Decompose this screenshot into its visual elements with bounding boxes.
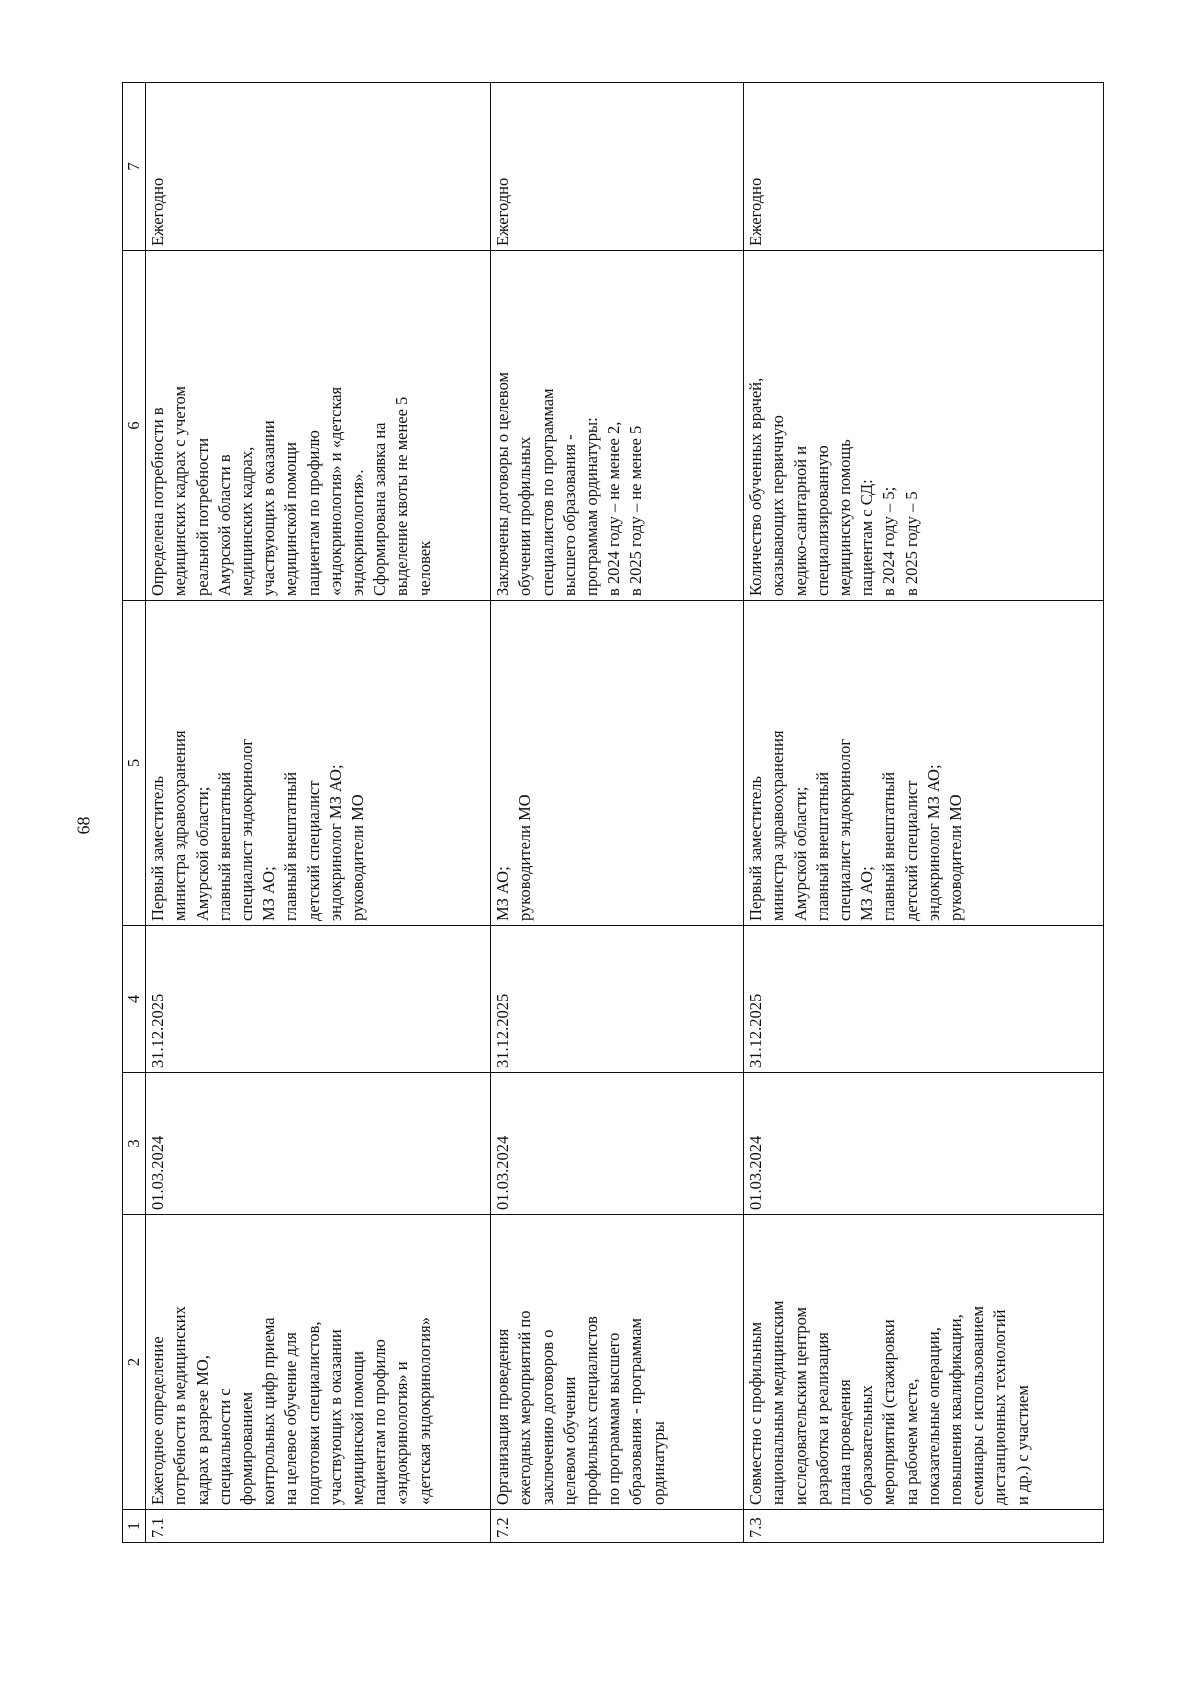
result-cell: Определена потребности в медицинских кадрах с учетом реальной потребности Амурской области в медицинских кадрах, участвующих в оказании медицинской помощи пациентам по профилю «эндокринология» и «детская эндокринология». Сформирована заявка на выделение квоты не менее 5 человек — [146, 251, 491, 601]
responsible-cell: Первый заместитель министра здравоохранения Амурской области; главный внештатный специалист эндокринолог МЗ АО; главный внештатный детский специалист эндокринолог МЗ АО; руководители МО — [744, 601, 1104, 926]
rotated-table-wrapper — [122, 83, 1102, 1543]
frequency-cell: Ежегодно — [491, 83, 744, 251]
page-number: 68 — [73, 816, 94, 835]
column-header: 2 — [123, 1215, 146, 1510]
responsible-cell: МЗ АО; руководители МО — [491, 601, 744, 926]
column-header: 5 — [123, 601, 146, 926]
result-cell: Заключены договоры о целевом обучении профильных специалистов по программам высшего образования - программам ординатуры: в 2024 году – не менее 2, в 2025 году – не менее 5 — [491, 251, 744, 601]
row-number-cell: 7.3 — [744, 1510, 1104, 1543]
result-cell: Количество обученных врачей, оказывающих первичную медико-санитарной и специализированную медицинскую помощь пациентам с СД: в 2024 году – 5; в 2025 году – 5 — [744, 251, 1104, 601]
event-cell: Совместно с профильным национальным медицинским исследовательским центром разработка и реализация плана проведения образовательных мероприятий (стажировки на рабочем месте, показательные операции, повышения квалификации, семинары с использованием дистанционных технологий и др.) с участием — [744, 1215, 1104, 1510]
table-row — [744, 83, 1104, 1543]
column-header: 3 — [123, 1073, 146, 1215]
start-date-cell: 01.03.2024 — [491, 1073, 744, 1215]
measures-table — [122, 82, 1104, 1543]
frequency-cell: Ежегодно — [744, 83, 1104, 251]
end-date-cell: 31.12.2025 — [744, 926, 1104, 1073]
row-number-cell: 7.1 — [146, 1510, 491, 1543]
event-cell: Ежегодное определение потребности в медицинских кадрах в разрезе МО, специальности с формированием контрольных цифр приема на целевое обучение для подготовки специалистов, участвующих в оказании медицинской помощи пациентам по профилю «эндокринология» и «детская эндокринология» — [146, 1215, 491, 1510]
end-date-cell: 31.12.2025 — [491, 926, 744, 1073]
column-header: 6 — [123, 251, 146, 601]
event-cell: Организация проведения ежегодных мероприятий по заключению договоров о целевом обучении профильных специалистов по программам высшего образования - программам ординатуры — [491, 1215, 744, 1510]
frequency-cell: Ежегодно — [146, 83, 491, 251]
start-date-cell: 01.03.2024 — [146, 1073, 491, 1215]
table-row — [491, 83, 744, 1543]
column-header: 7 — [123, 83, 146, 251]
responsible-cell: Первый заместитель министра здравоохранения Амурской области; главный внештатный специалист эндокринолог МЗ АО; главный внештатный детский специалист эндокринолог МЗ АО; руководители МО — [146, 601, 491, 926]
column-header: 1 — [123, 1510, 146, 1543]
column-header: 4 — [123, 926, 146, 1073]
header-row — [123, 83, 146, 1543]
end-date-cell: 31.12.2025 — [146, 926, 491, 1073]
row-number-cell: 7.2 — [491, 1510, 744, 1543]
table-row — [146, 83, 491, 1543]
start-date-cell: 01.03.2024 — [744, 1073, 1104, 1215]
